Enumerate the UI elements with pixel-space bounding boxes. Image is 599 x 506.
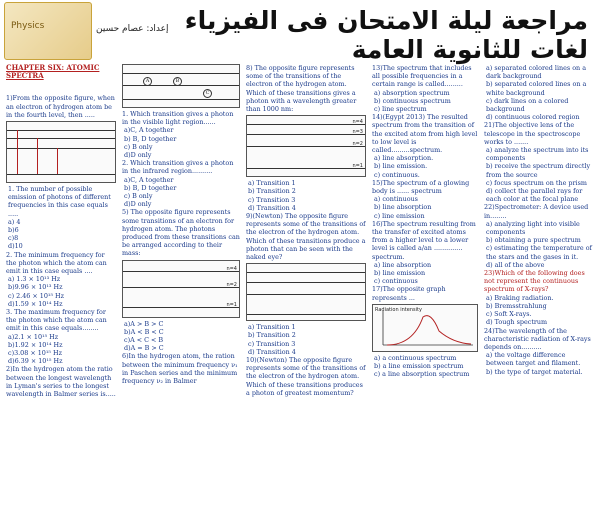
spectrum-curve [373,305,477,349]
column-2 [122,64,240,385]
question-24: 24)The wavelength of the characteristic radiation of X-rays depends on.......... [484,326,591,351]
question-23: 23)Which of the following does not represent the continuous spectrum of X-rays? [484,269,585,294]
question-c2-2: 2. Which transition gives a photon in the infrared region.......... [122,159,234,176]
label-circle: A [143,77,152,86]
c2q2-option-0: a)C, A together [124,175,174,184]
q1-option-0: 1. The number of possible emission of photons of different frequencies in this case equals ..... [8,185,111,218]
q14-option-1: b) line emission. [374,162,428,171]
q9-option-2: c) Transition 3 [248,339,296,348]
q23-option-0: a) Braking radiation. [486,293,554,302]
column-5 [484,64,594,376]
q2-option-0: a) 1.3 × 10¹³ Hz [8,275,61,284]
q20-option-1: b) separated colored lines on a white background [486,80,587,97]
logo: Physics [4,2,92,60]
question-22: 22)Spectrometer: A device used in........ [484,203,589,220]
q21-option-0: a) analyze the spectrum into its components [486,146,589,163]
label-circle: B [173,77,182,86]
page-title: مراجعة ليلة الامتحان فى الفيزياء لغات للثانوية العامة [184,6,588,64]
q13-option-1: b) continuous spectrum [374,96,451,105]
q9-option-0: a) Transition 1 [248,323,296,332]
q23-option-2: c) Soft X-rays. [486,310,532,319]
energy-diagram [6,121,116,183]
q1-option-3: c)8 [8,234,19,243]
question-13: 13)The spectrum that includes all possible frequencies in a certain range is called......... [372,64,472,89]
q13-option-2: c) line spectrum [374,105,427,114]
q24-option-0: a) the voltage difference between target and filament. [486,351,581,368]
question-15: 15)The spectrum of a glowing body is ...... spectrum [372,178,470,196]
column-1 [6,64,116,398]
q21-option-2: c) focus spectrum on the prism [486,178,587,187]
q24-option-1: b) the type of target material. [486,367,583,376]
c2q1-option-2: c) B only [124,142,153,151]
c2q1-option-0: a)C, A together [124,126,174,135]
q8-option-3: d) Transition 4 [248,203,296,212]
q3-option-1: b)1.92 × 10¹⁴ Hz [8,340,63,349]
question-6: 6)In the hydrogen atom, the ration between the minimum frequency ν₁ in Paschen series and the minimum frequency ν₂ in Balmer [122,352,238,386]
question-3: 3. The maximum frequency for the photon which the atom can emit in this case equals........ [6,308,107,333]
q2-option-2: c) 2.46 × 10¹⁵ Hz [8,291,64,300]
question-9: 9)(Newton) The opposite figure represents some of the transitions of the electron of the hydrogen atom. Which of these transitions produce a photon that can be seen with the naked eye? [246,212,366,262]
c2q1-option-1: b) B, D together [124,134,177,143]
c2q1-option-3: d)D only [124,151,152,160]
q16-option-2: c) continuous [374,277,418,286]
question-8: 8) The opposite figure represents some of the transitions of the electron of the hydrogen atom. Which of these transitions gives a photon with a wavelength greater than 1000 nm: [246,64,357,114]
c2q2-option-3: d)D only [124,200,152,209]
q20-option-0: a) separated colored lines on a dark background [486,64,587,81]
q1-option-2: b)6 [8,226,19,235]
q20-option-2: c) dark lines on a colored background [486,96,569,114]
question-16: 16)The spectrum resulting from the transfer of excited atoms from a higher level to a lower level is called a/an .............. spectrum. [372,219,476,261]
q3-option-0: a)2.1 × 10¹⁵ Hz [8,332,59,341]
q8-option-2: c) Transition 3 [248,195,296,204]
q17-option-0: a) a continuous spectrum [374,353,457,362]
transition-diagram-4 [246,263,366,321]
q9-option-1: b) Transition 2 [248,331,296,340]
q22-option-2: c) estimating the temperature of the stars and the gases in it. [486,244,592,261]
q16-option-1: b) line emission [374,269,426,278]
header [0,0,599,62]
section-title: CHAPTER SIX: ATOMIC SPECTRA [6,63,100,81]
q22-option-3: d) all of the above [486,260,545,269]
q5-option-3: d)A = B > C [124,344,164,353]
question-c2-1: 1. Which transition gives a photon in the visible light region...... [122,110,234,127]
q22-option-0: a) analyzing light into visible components [486,219,580,237]
q5-option-2: c)A < C < B [124,336,164,345]
q2-option-1: b)9.96 × 10¹³ Hz [8,283,63,292]
c2q2-option-2: c) B only [124,192,153,201]
q23-option-1: b) Bremsstrahlung [486,301,547,310]
q9-option-3: d) Transition 4 [248,347,296,356]
q14-option-0: a) line absorption. [374,154,434,163]
q17-option-2: c) a line absorption spectrum [374,370,470,379]
q21-option-1: b) receive the spectrum directly from the source [486,162,591,179]
q23-option-3: d) Tough spectrum [486,318,548,327]
label-circle: C [203,89,212,98]
spectrum-graph: Radiation intensity [372,304,478,352]
q16-option-0: a) line absorption [374,260,432,269]
author: إعداد: عصام حسين [96,24,169,34]
q22-option-1: b) obtaining a pure spectrum [486,236,581,245]
transition-diagram-2: n=4 n=2 n=1 [122,260,240,318]
q5-option-1: b)A < B < C [124,327,164,336]
question-17: 17)The opposite graph represents ... [372,285,446,302]
q15-option-1: b) line absorption [374,203,432,212]
q8-option-1: b) Transition 2 [248,187,296,196]
q21-option-3: d) collect the parallel rays for each color at the focal plane [486,187,583,204]
q3-option-2: c)3.08 × 10¹⁵ Hz [8,349,62,358]
q8-option-0: a) Transition 1 [248,179,296,188]
column-3 [246,64,366,397]
q15-option-2: c) line emission [374,211,425,220]
question-14: 14)(Egypt 2013) The resulted spectrum from the transition of the excited atom from high level to low level is called.........spectrum. [372,113,478,155]
q13-option-0: a) absorption spectrum [374,88,450,97]
transition-diagram [122,64,240,108]
question-2: 2. The minimum frequency for the photon which the atom can emit in this case equals .... [6,250,107,276]
q17-option-1: b) a line emission spectrum [374,362,464,371]
q3-option-3: d)6.39 × 10¹⁵ Hz [8,357,63,366]
question-4: 2)In the hydrogen atom the ratio between the longest wavelength in Lyman's series to the longest wavelength in Balmer series is..... [6,365,116,399]
transition-diagram-3: n=4 n=3 n=2 n=1 [246,115,366,177]
question-21: 21)The objective lens of the telescope in the spectroscope works to ....... [484,121,581,146]
q1-option-4: d)10 [8,242,23,251]
q2-option-3: d)1.59 × 10¹⁴ Hz [8,299,63,308]
c2q2-option-1: b) B, D together [124,183,177,192]
question-5: 5) The opposite figure represents some transitions of an electron for hydrogen atom. The photons produced from these transitions can be arranged according to their mass: [122,208,240,258]
question-1: 1)From the opposite figure, when an electron of hydrogen atom be in the fourth level, then ..... [6,94,115,119]
q1-option-1: a) 4 [8,217,21,226]
q20-option-3: d) continuous colored region [486,113,580,122]
column-4 [372,64,478,379]
q5-option-0: a)A > B > C [124,319,164,328]
question-10: 10)(Newton) The opposite figure represents some of the transitions of the electron of the hydrogen atom. Which of these transitions produces a photon of greatest momentum? [246,356,366,397]
q15-option-0: a) continuous [374,195,418,204]
q14-option-2: c) continuous. [374,170,420,179]
